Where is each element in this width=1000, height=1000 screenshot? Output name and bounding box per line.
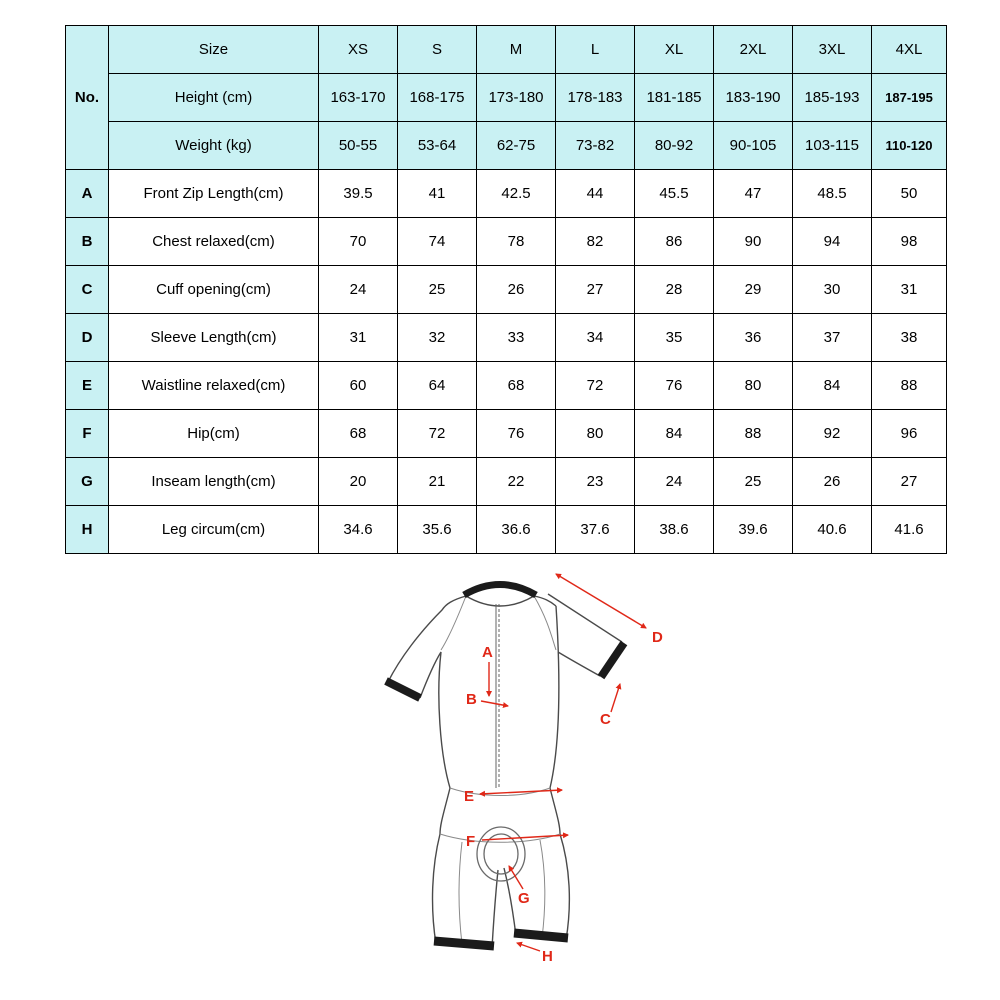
table-row: [66, 314, 947, 362]
value-cell: 37: [793, 314, 872, 362]
value-cell: 33: [477, 314, 556, 362]
size-col-header: S: [398, 26, 477, 74]
diagram-label-a: A: [482, 644, 493, 661]
header-label: Weight (kg): [109, 122, 319, 170]
row-letter: F: [66, 410, 109, 458]
row-label: Front Zip Length(cm): [109, 170, 319, 218]
value-cell: 44: [556, 170, 635, 218]
value-cell: 21: [398, 458, 477, 506]
table-row: [66, 170, 947, 218]
value-cell: 90: [714, 218, 793, 266]
corner-cell-no: No.: [66, 26, 109, 170]
diagram-label-g: G: [518, 890, 530, 907]
header-value-cell: 73-82: [556, 122, 635, 170]
value-cell: 40.6: [793, 506, 872, 554]
left-cuff-band: [386, 681, 420, 698]
value-cell: 72: [556, 362, 635, 410]
value-cell: 86: [635, 218, 714, 266]
value-cell: 60: [319, 362, 398, 410]
header-value-cell: 90-105: [714, 122, 793, 170]
table-row: [66, 266, 947, 314]
value-cell: 84: [793, 362, 872, 410]
value-cell: 39.5: [319, 170, 398, 218]
value-cell: 78: [477, 218, 556, 266]
header-value-cell: 178-183: [556, 74, 635, 122]
table-row: [66, 458, 947, 506]
value-cell: 25: [714, 458, 793, 506]
right-cuff-band: [601, 643, 624, 677]
value-cell: 29: [714, 266, 793, 314]
arrow-d: [556, 574, 646, 628]
table-row: [66, 218, 947, 266]
value-cell: 24: [635, 458, 714, 506]
value-cell: 39.6: [714, 506, 793, 554]
left-leg-band: [434, 941, 494, 946]
header-value-cell: 187-195: [872, 74, 947, 122]
value-cell: 35: [635, 314, 714, 362]
size-chart-body: [66, 26, 947, 554]
value-cell: 27: [872, 458, 947, 506]
value-cell: 50: [872, 170, 947, 218]
size-col-header: XL: [635, 26, 714, 74]
row-label: Inseam length(cm): [109, 458, 319, 506]
row-letter: B: [66, 218, 109, 266]
header-value-cell: 173-180: [477, 74, 556, 122]
value-cell: 30: [793, 266, 872, 314]
value-cell: 37.6: [556, 506, 635, 554]
row-letter: C: [66, 266, 109, 314]
size-col-header: 4XL: [872, 26, 947, 74]
diagram-label-c: C: [600, 711, 611, 728]
size-col-header: M: [477, 26, 556, 74]
header-row: [66, 74, 947, 122]
size-col-header: 2XL: [714, 26, 793, 74]
diagram-label-h: H: [542, 948, 553, 965]
value-cell: 41: [398, 170, 477, 218]
value-cell: 76: [477, 410, 556, 458]
size-col-header: XS: [319, 26, 398, 74]
value-cell: 31: [319, 314, 398, 362]
row-label: Cuff opening(cm): [109, 266, 319, 314]
value-cell: 70: [319, 218, 398, 266]
size-col-header: 3XL: [793, 26, 872, 74]
value-cell: 64: [398, 362, 477, 410]
value-cell: 26: [793, 458, 872, 506]
value-cell: 98: [872, 218, 947, 266]
value-cell: 23: [556, 458, 635, 506]
header-value-cell: 110-120: [872, 122, 947, 170]
value-cell: 96: [872, 410, 947, 458]
value-cell: 74: [398, 218, 477, 266]
measurement-arrows: [480, 574, 646, 951]
row-label: Waistline relaxed(cm): [109, 362, 319, 410]
value-cell: 38.6: [635, 506, 714, 554]
value-cell: 34.6: [319, 506, 398, 554]
value-cell: 22: [477, 458, 556, 506]
row-label: Sleeve Length(cm): [109, 314, 319, 362]
value-cell: 32: [398, 314, 477, 362]
value-cell: 88: [714, 410, 793, 458]
suit-trim-bands: [386, 585, 624, 947]
header-value-cell: 50-55: [319, 122, 398, 170]
value-cell: 45.5: [635, 170, 714, 218]
value-cell: 41.6: [872, 506, 947, 554]
table-row: [66, 362, 947, 410]
value-cell: 27: [556, 266, 635, 314]
value-cell: 34: [556, 314, 635, 362]
value-cell: 76: [635, 362, 714, 410]
diagram-label-f: F: [466, 833, 476, 850]
value-cell: 31: [872, 266, 947, 314]
header-value-cell: 53-64: [398, 122, 477, 170]
value-cell: 25: [398, 266, 477, 314]
header-row: [66, 26, 947, 74]
row-letter: A: [66, 170, 109, 218]
value-cell: 24: [319, 266, 398, 314]
value-cell: 80: [556, 410, 635, 458]
header-value-cell: 168-175: [398, 74, 477, 122]
table-row: [66, 410, 947, 458]
diagram-label-d: D: [652, 629, 663, 646]
header-value-cell: 80-92: [635, 122, 714, 170]
value-cell: 35.6: [398, 506, 477, 554]
header-value-cell: 185-193: [793, 74, 872, 122]
value-cell: 26: [477, 266, 556, 314]
row-letter: G: [66, 458, 109, 506]
value-cell: 84: [635, 410, 714, 458]
row-letter: D: [66, 314, 109, 362]
skinsuit-drawing: [0, 554, 1000, 989]
size-chart-table: [65, 25, 947, 554]
header-label: Size: [109, 26, 319, 74]
value-cell: 80: [714, 362, 793, 410]
header-value-cell: 103-115: [793, 122, 872, 170]
arrow-e: [480, 790, 562, 794]
value-cell: 48.5: [793, 170, 872, 218]
arrow-h: [517, 943, 540, 951]
header-row: [66, 122, 947, 170]
size-col-header: L: [556, 26, 635, 74]
row-label: Hip(cm): [109, 410, 319, 458]
row-label: Leg circum(cm): [109, 506, 319, 554]
header-value-cell: 163-170: [319, 74, 398, 122]
header-value-cell: 181-185: [635, 74, 714, 122]
table-row: [66, 506, 947, 554]
value-cell: 88: [872, 362, 947, 410]
value-cell: 38: [872, 314, 947, 362]
row-letter: E: [66, 362, 109, 410]
right-leg-band: [514, 933, 568, 938]
value-cell: 68: [477, 362, 556, 410]
value-cell: 28: [635, 266, 714, 314]
row-letter: H: [66, 506, 109, 554]
value-cell: 72: [398, 410, 477, 458]
value-cell: 47: [714, 170, 793, 218]
value-cell: 92: [793, 410, 872, 458]
row-label: Chest relaxed(cm): [109, 218, 319, 266]
suit-outline: [388, 594, 622, 948]
value-cell: 36.6: [477, 506, 556, 554]
value-cell: 36: [714, 314, 793, 362]
measurement-diagram: [0, 554, 1000, 989]
arrow-c: [611, 684, 620, 712]
diagram-label-e: E: [464, 788, 475, 805]
value-cell: 82: [556, 218, 635, 266]
value-cell: 42.5: [477, 170, 556, 218]
header-value-cell: 183-190: [714, 74, 793, 122]
header-value-cell: 62-75: [477, 122, 556, 170]
header-label: Height (cm): [109, 74, 319, 122]
value-cell: 94: [793, 218, 872, 266]
value-cell: 20: [319, 458, 398, 506]
value-cell: 68: [319, 410, 398, 458]
diagram-label-b: B: [466, 691, 477, 708]
arrow-b: [481, 701, 508, 706]
